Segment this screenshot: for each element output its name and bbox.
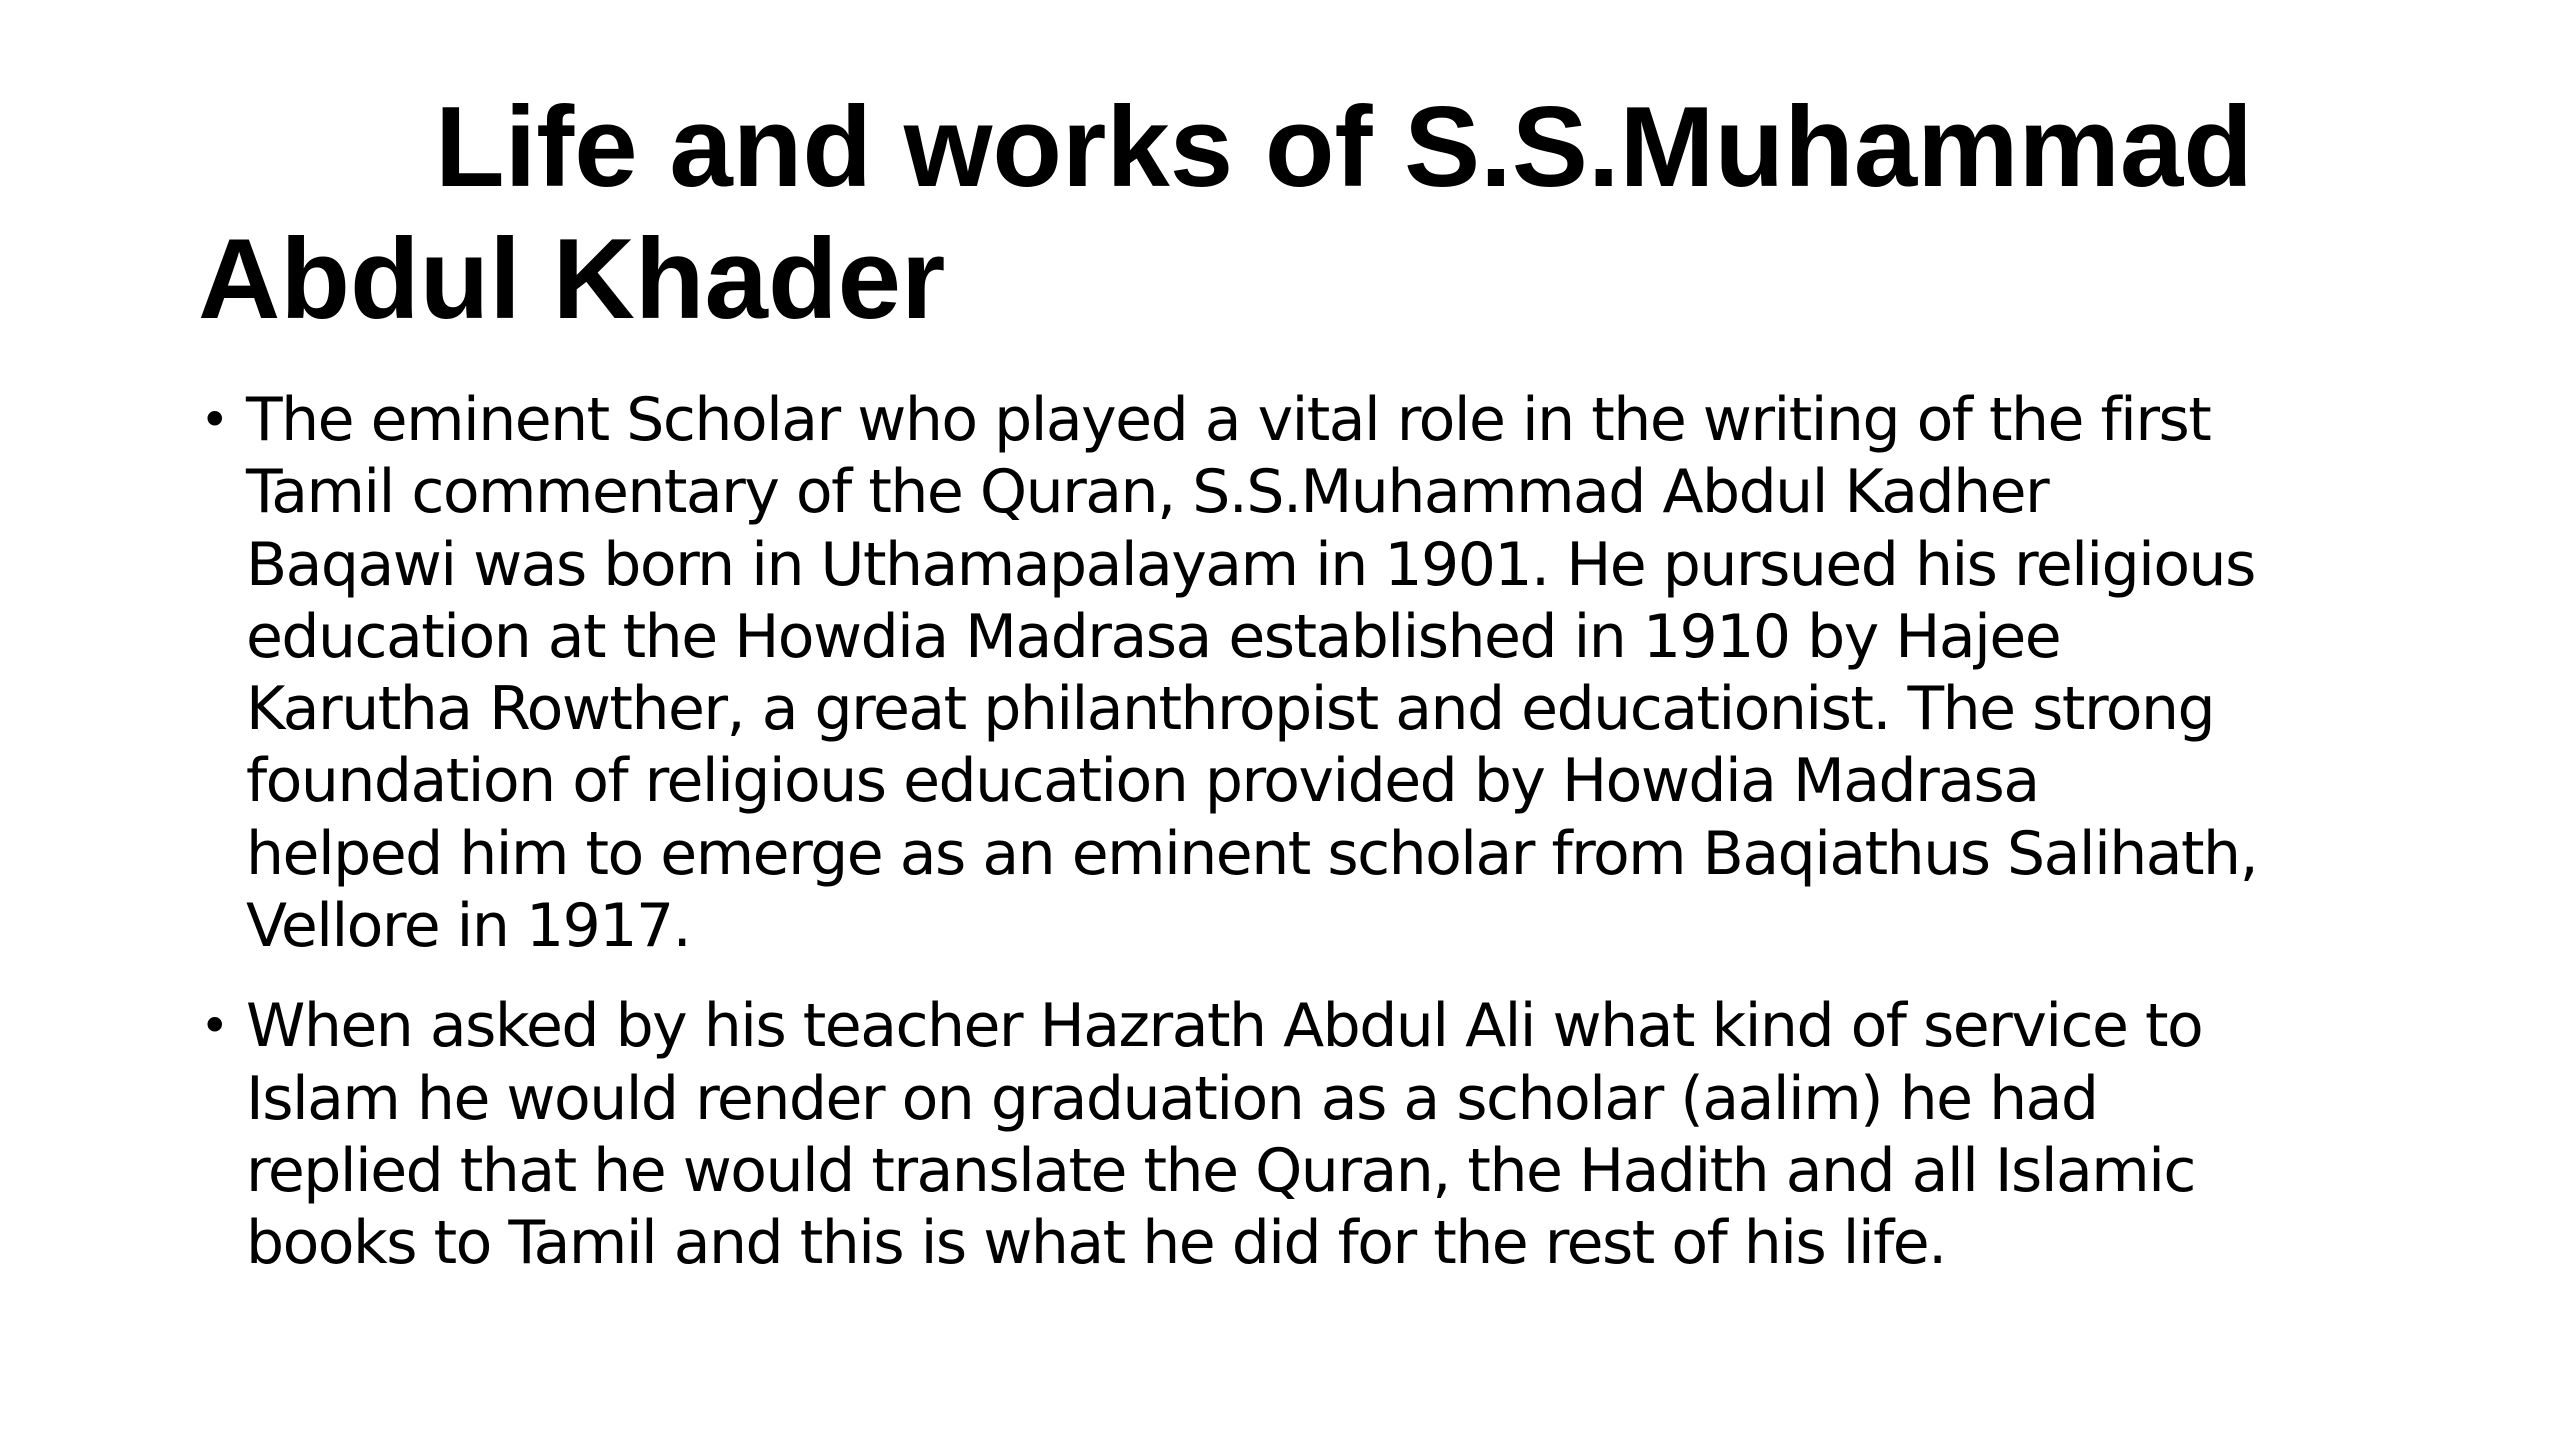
bullet-text-line: replied that he would translate the Quran, the Hadith and all Islamic bbox=[246, 1135, 2195, 1206]
bullet-text-line: Vellore in 1917. bbox=[246, 891, 691, 962]
bullet-list bbox=[198, 384, 2418, 1308]
bullet-text-line: Tamil commentary of the Quran, S.S.Muhammad Abdul Kadher bbox=[246, 457, 2049, 528]
bullet-dot-icon: • bbox=[200, 391, 228, 449]
bullet-item bbox=[198, 990, 2418, 1279]
bullet-text-line: books to Tamil and this is what he did for the rest of his life. bbox=[246, 1208, 1946, 1279]
bullet-text-line: foundation of religious education provided by Howdia Madrasa bbox=[246, 746, 2039, 817]
bullet-text-line: Karutha Rowther, a great philanthropist and educationist. The strong bbox=[246, 674, 2215, 745]
bullet-dot-icon: • bbox=[200, 997, 228, 1056]
bullet-text-line: helped him to emerge as an eminent scholar from Baqiathus Salihath, bbox=[246, 818, 2258, 889]
bullet-text-line: When asked by his teacher Hazrath Abdul Ali what kind of service to bbox=[246, 991, 2203, 1062]
bullet-item bbox=[198, 384, 2418, 962]
bullet-text-line: Baqawi was born in Uthamapalayam in 1901. He pursued his religious bbox=[246, 529, 2255, 600]
bullet-text-line: The eminent Scholar who played a vital role in the writing of the first bbox=[246, 385, 2211, 455]
slide-title: Life and works of S.S.Muhammad Abdul Khader bbox=[198, 84, 2253, 343]
bullet-text-line: education at the Howdia Madrasa established in 1910 by Hajee bbox=[246, 601, 2061, 672]
bullet-text-line: Islam he would render on graduation as a scholar (aalim) he had bbox=[246, 1063, 2098, 1134]
